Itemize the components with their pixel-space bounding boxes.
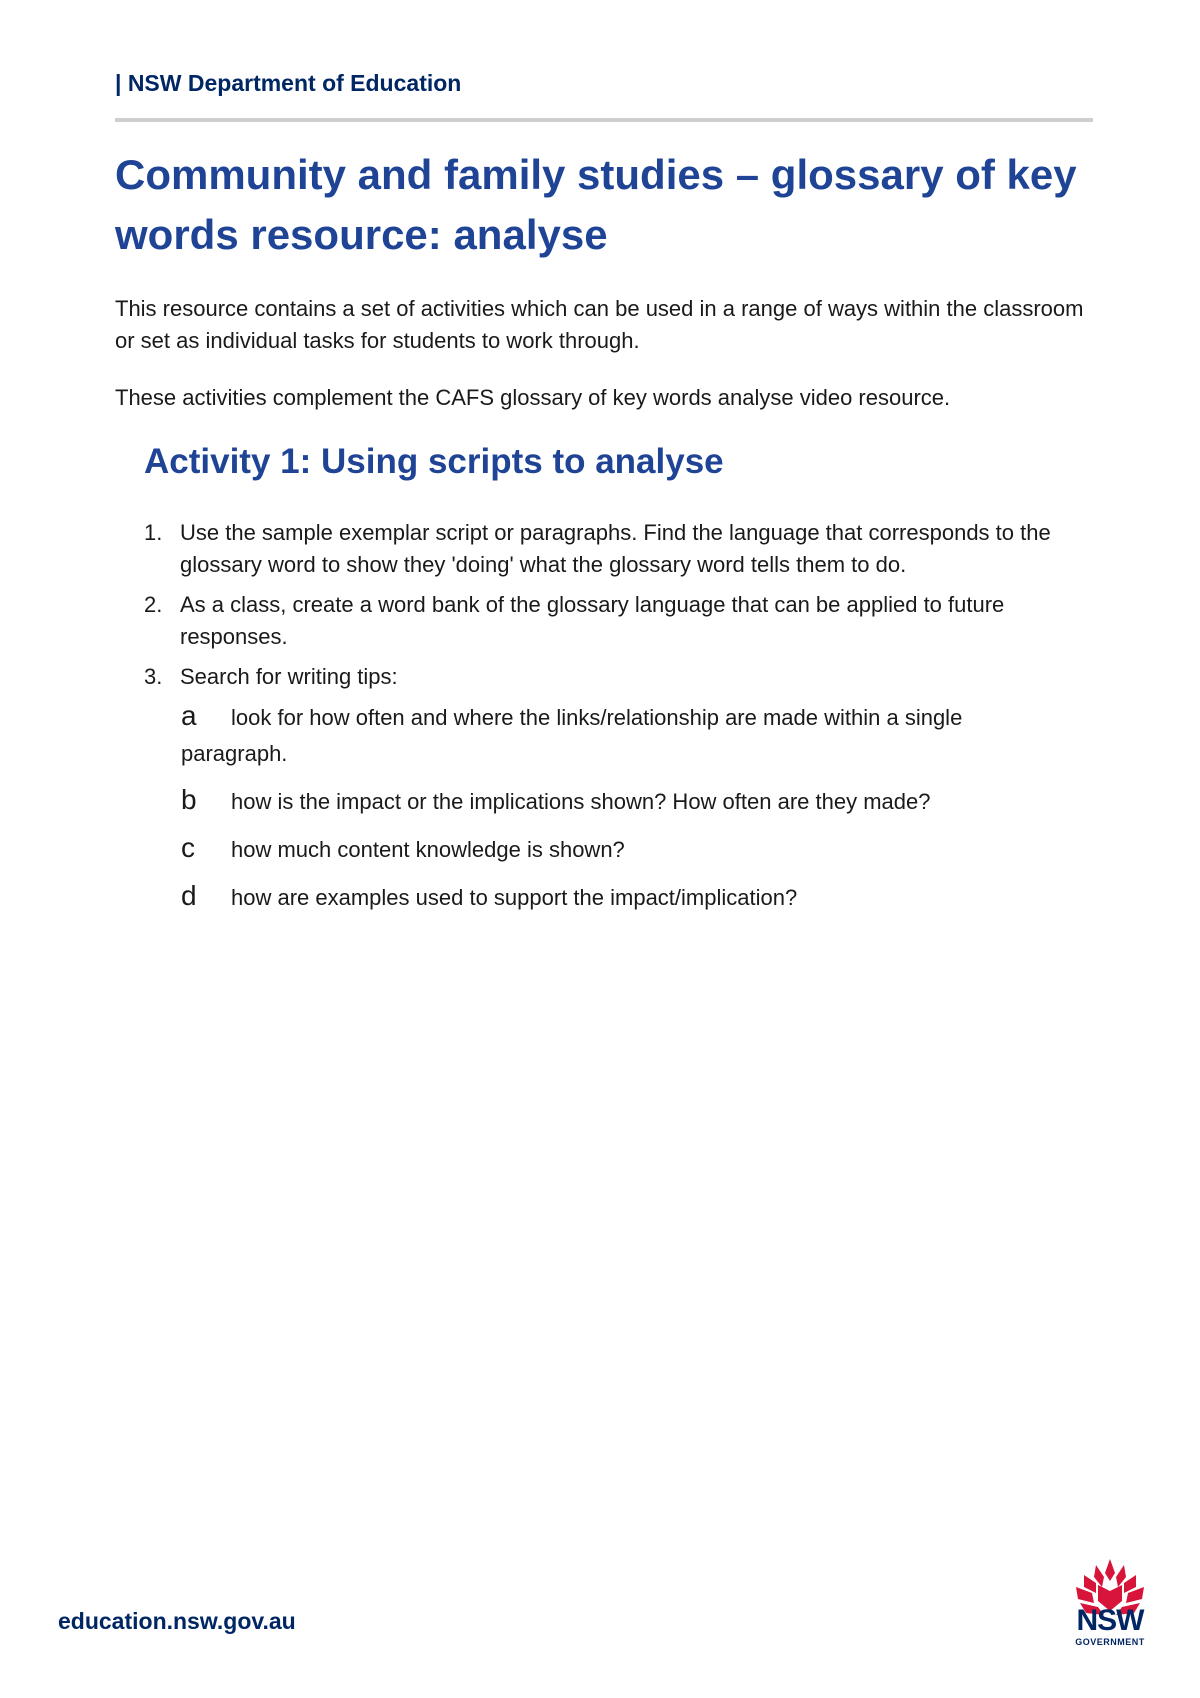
- nsw-logo-subtext: GOVERNMENT: [1075, 1637, 1145, 1647]
- list-item: [181, 698, 1061, 772]
- department-header: | NSW Department of Education: [115, 70, 462, 96]
- tip-text: how is the impact or the implications shown? How often are they made?: [231, 789, 931, 814]
- tip-letter: c: [181, 832, 195, 863]
- step-text: Search for writing tips:: [180, 664, 398, 689]
- step-number: 3.: [144, 664, 163, 689]
- tip-text: look for how often and where the links/relationship are made within a single paragraph.: [181, 705, 963, 766]
- intro-paragraph: This resource contains a set of activities which can be used in a range of ways within the classroom or set as individual tasks for students to work through.: [115, 296, 1084, 353]
- tip-letter: a: [181, 700, 197, 731]
- tip-text: how are examples used to support the impact/implication?: [231, 885, 798, 910]
- step-number: 2.: [144, 592, 163, 617]
- activity-heading: Activity 1: Using scripts to analyse: [144, 442, 724, 481]
- tip-letter: d: [181, 880, 197, 911]
- step-text: Use the sample exemplar script or paragraphs. Find the language that corresponds to the glossary word to show they 'doing' what the glossary word tells them to do.: [180, 520, 1051, 577]
- list-item: [181, 830, 1061, 868]
- step-text: As a class, create a word bank of the glossary language that can be applied to future responses.: [180, 592, 1005, 649]
- list-item: [144, 517, 1089, 581]
- list-item: [144, 661, 1089, 693]
- list-item: [181, 782, 1061, 820]
- tip-text: how much content knowledge is shown?: [231, 837, 625, 862]
- intro-paragraph-2: These activities complement the CAFS glossary of key words analyse video resource.: [115, 385, 951, 410]
- page-title: Community and family studies – glossary of key words resource: analyse: [115, 151, 1077, 258]
- activity-steps: [144, 517, 1089, 701]
- footer-website-link[interactable]: education.nsw.gov.au: [58, 1608, 296, 1634]
- writing-tips: [181, 698, 1061, 926]
- tip-letter: b: [181, 784, 197, 815]
- header-divider: [115, 118, 1093, 122]
- list-item: [144, 589, 1089, 653]
- list-item: [181, 878, 1061, 916]
- step-number: 1.: [144, 520, 163, 545]
- nsw-logo-text: NSW: [1076, 1604, 1144, 1637]
